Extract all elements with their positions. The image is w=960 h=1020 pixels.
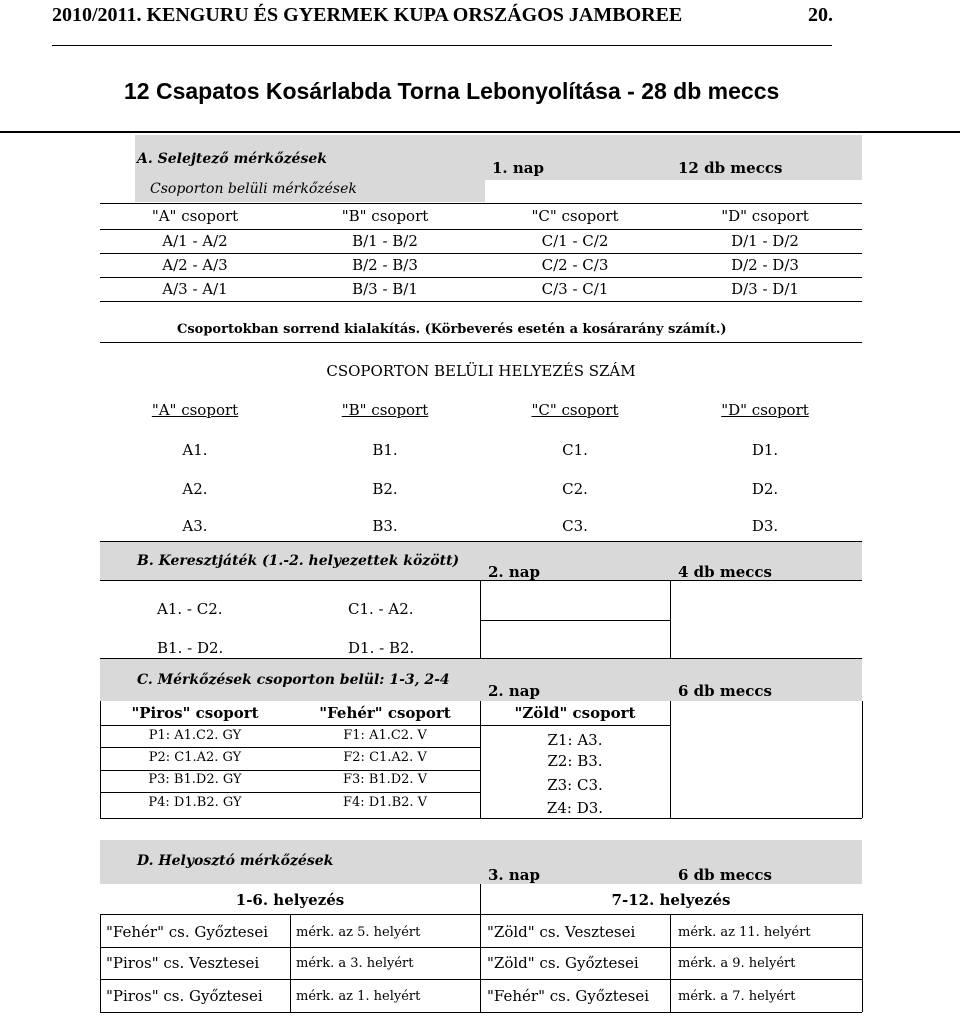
section-b-divider bbox=[670, 580, 671, 658]
zold-group-header: "Zöld" csoport bbox=[514, 704, 636, 722]
section-a-subheading: Csoporton belüli mérkőzések bbox=[150, 181, 357, 197]
row-rule bbox=[100, 979, 862, 980]
row-rule bbox=[100, 747, 480, 748]
placement-group-c: "C" csoport bbox=[531, 401, 619, 419]
feher-match: F2: C1.A2. V bbox=[343, 750, 427, 765]
cross-match: D1. - B2. bbox=[348, 639, 415, 657]
match-cell: A/1 - A/2 bbox=[162, 232, 228, 250]
section-c-divider bbox=[480, 701, 481, 818]
playoff-place: mérk. az 1. helyért bbox=[296, 989, 421, 1004]
match-cell: B/3 - B/1 bbox=[352, 280, 418, 298]
placement-1-6-title: 1-6. helyezés bbox=[235, 891, 345, 909]
placement-cell: A3. bbox=[182, 517, 208, 535]
playoff-team: "Zöld" cs. Vesztesei bbox=[487, 923, 636, 941]
zold-match: Z3: C3. bbox=[547, 776, 603, 794]
placement-cell: C3. bbox=[562, 517, 588, 535]
zold-match: Z2: B3. bbox=[547, 752, 603, 770]
playoff-team: "Fehér" cs. Győztesei bbox=[487, 987, 650, 1005]
section-c-header-rule bbox=[100, 725, 670, 726]
zold-match: Z1: A3. bbox=[547, 731, 603, 749]
section-a-rule bbox=[100, 203, 862, 204]
section-c-heading: C. Mérkőzések csoporton belül: 1-3, 2-4 bbox=[137, 672, 450, 688]
placement-cell: B2. bbox=[372, 480, 398, 498]
section-c-bottom-rule bbox=[100, 818, 862, 819]
row-rule bbox=[100, 770, 480, 771]
match-cell: B/2 - B/3 bbox=[352, 256, 418, 274]
match-cell: A/3 - A/1 bbox=[162, 280, 228, 298]
page-title: 12 Csapatos Kosárlabda Torna Lebonyolítása - 28 db meccs bbox=[124, 78, 780, 104]
section-c-border bbox=[100, 701, 101, 818]
piros-match: P3: B1.D2. GY bbox=[148, 772, 242, 787]
piros-group-header: "Piros" csoport bbox=[131, 704, 259, 722]
piros-match: P4: D1.B2. GY bbox=[148, 795, 242, 810]
section-c-divider bbox=[670, 701, 671, 818]
playoff-team: "Zöld" cs. Győztesei bbox=[487, 954, 639, 972]
match-cell: B/1 - B/2 bbox=[352, 232, 418, 250]
match-cell: A/2 - A/3 bbox=[162, 256, 228, 274]
playoff-place: mérk. a 3. helyért bbox=[296, 956, 414, 971]
header-rule bbox=[52, 45, 832, 46]
cross-match: A1. - C2. bbox=[157, 600, 223, 618]
playoff-team: "Fehér" cs. Győztesei bbox=[106, 923, 269, 941]
section-d-divider bbox=[480, 884, 481, 1012]
section-d-divider bbox=[670, 914, 671, 1012]
zold-match: Z4: D3. bbox=[546, 799, 604, 817]
section-b-rule bbox=[100, 580, 862, 581]
row-rule bbox=[100, 792, 480, 793]
match-cell: D/3 - D/1 bbox=[731, 280, 799, 298]
placement-cell: C1. bbox=[562, 441, 588, 459]
playoff-place: mérk. a 7. helyért bbox=[678, 989, 796, 1004]
section-c-day: 2. nap bbox=[488, 682, 540, 700]
placement-heading: CSOPORTON BELÜLI HELYEZÉS SZÁM bbox=[326, 362, 636, 380]
feher-match: F3: B1.D2. V bbox=[342, 772, 428, 787]
section-b-divider bbox=[480, 580, 481, 658]
group-c-header: "C" csoport bbox=[531, 207, 619, 225]
playoff-team: "Piros" cs. Vesztesei bbox=[106, 954, 260, 972]
placement-cell: D1. bbox=[751, 441, 779, 459]
group-a-header: "A" csoport bbox=[151, 207, 239, 225]
placement-cell: D2. bbox=[751, 480, 779, 498]
match-cell: C/1 - C/2 bbox=[541, 232, 609, 250]
section-d-bottom-rule bbox=[100, 1012, 862, 1013]
playoff-place: mérk. az 11. helyért bbox=[678, 925, 811, 940]
section-d-header-rule bbox=[100, 914, 862, 915]
row-rule bbox=[100, 253, 862, 254]
row-rule bbox=[100, 277, 862, 278]
row-rule bbox=[100, 947, 862, 948]
header-title: 2010/2011. KENGURU ÉS GYERMEK KUPA ORSZÁGOS JAMBOREE bbox=[52, 4, 683, 26]
section-d-count: 6 db meccs bbox=[678, 866, 772, 884]
section-a-note: Csoportokban sorrend kialakítás. (Körbeverés esetén a kosárarány számít.) bbox=[177, 322, 727, 337]
placement-group-b: "B" csoport bbox=[341, 401, 429, 419]
section-a-day: 1. nap bbox=[492, 159, 544, 177]
piros-match: P2: C1.A2. GY bbox=[148, 750, 242, 765]
piros-match: P1: A1.C2. GY bbox=[148, 728, 242, 743]
section-d-border bbox=[100, 914, 101, 1012]
cross-match: C1. - A2. bbox=[348, 600, 414, 618]
section-d-border bbox=[862, 914, 863, 1012]
section-b-heading: B. Keresztjáték (1.-2. helyezettek között) bbox=[137, 553, 460, 569]
playoff-place: mérk. a 9. helyért bbox=[678, 956, 796, 971]
placement-group-a: "A" csoport bbox=[151, 401, 239, 419]
section-d-divider bbox=[290, 914, 291, 1012]
cross-match: B1. - D2. bbox=[157, 639, 224, 657]
match-cell: C/3 - C/1 bbox=[541, 280, 609, 298]
placement-cell: C2. bbox=[562, 480, 588, 498]
section-d-heading: D. Helyosztó mérkőzések bbox=[137, 853, 334, 869]
placement-cell: D3. bbox=[751, 517, 779, 535]
placement-cell: A1. bbox=[182, 441, 208, 459]
section-b-count: 4 db meccs bbox=[678, 563, 772, 581]
section-c-count: 6 db meccs bbox=[678, 682, 772, 700]
section-a-count: 12 db meccs bbox=[678, 159, 783, 177]
match-cell: D/1 - D/2 bbox=[731, 232, 799, 250]
placement-group-d: "D" csoport bbox=[721, 401, 809, 419]
feher-group-header: "Fehér" csoport bbox=[319, 704, 451, 722]
placement-cell: A2. bbox=[182, 480, 208, 498]
title-rule bbox=[0, 131, 960, 133]
section-a-heading: A. Selejtező mérkőzések bbox=[137, 151, 327, 167]
placement-cell: B1. bbox=[372, 441, 398, 459]
section-b-day: 2. nap bbox=[488, 563, 540, 581]
section-c-border bbox=[862, 701, 863, 818]
placement-7-12-title: 7-12. helyezés bbox=[611, 891, 731, 909]
note-rule bbox=[100, 342, 862, 343]
match-cell: D/2 - D/3 bbox=[731, 256, 799, 274]
match-cell: C/2 - C/3 bbox=[541, 256, 609, 274]
placement-cell: B3. bbox=[372, 517, 398, 535]
feher-match: F1: A1.C2. V bbox=[343, 728, 427, 743]
playoff-place: mérk. az 5. helyért bbox=[296, 925, 421, 940]
groups-rule bbox=[100, 229, 862, 230]
feher-match: F4: D1.B2. V bbox=[342, 795, 428, 810]
row-rule bbox=[100, 301, 862, 302]
section-d-day: 3. nap bbox=[488, 866, 540, 884]
group-d-header: "D" csoport bbox=[721, 207, 809, 225]
group-b-header: "B" csoport bbox=[341, 207, 429, 225]
playoff-team: "Piros" cs. Győztesei bbox=[106, 987, 263, 1005]
page-number: 20. bbox=[808, 4, 833, 26]
section-b-cell-rule bbox=[480, 620, 670, 621]
